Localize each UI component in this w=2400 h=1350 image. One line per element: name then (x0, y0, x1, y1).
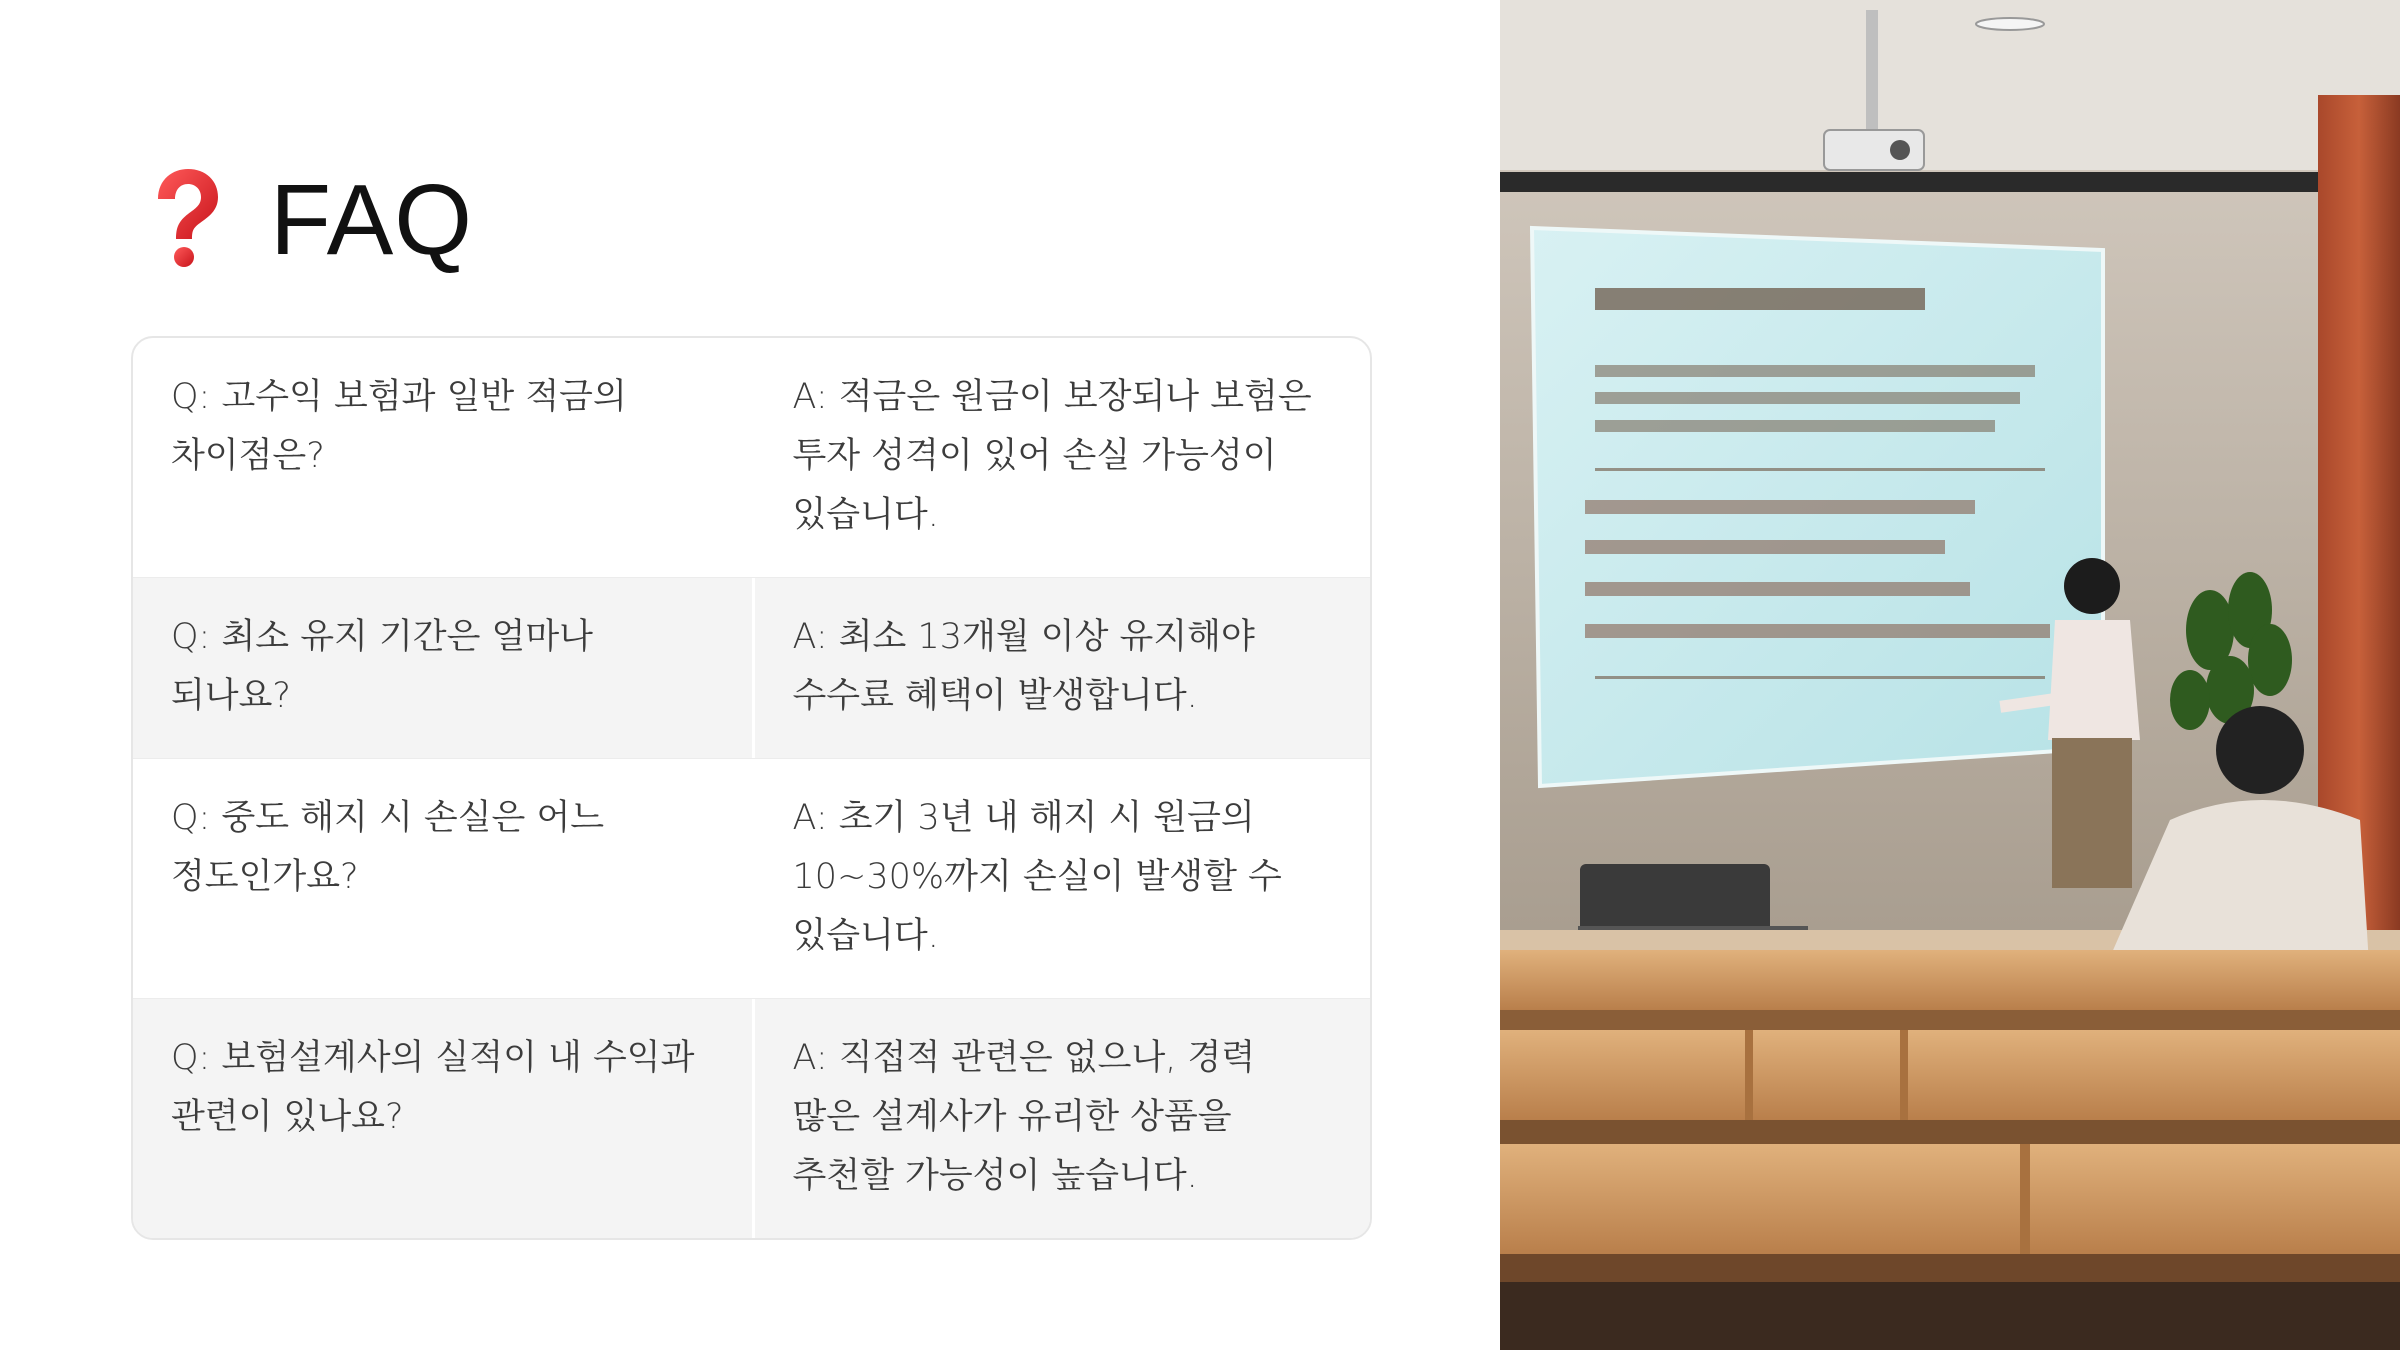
faq-table (131, 336, 1372, 1240)
table-row (133, 338, 1370, 577)
table-row (133, 998, 1370, 1238)
answer-cell: A: 직접적 관련은 없으나, 경력 많은 설계사가 유리한 상품을 추천할 가능성이 높습니다. (752, 999, 1371, 1238)
question-cell: Q: 최소 유지 기간은 얼마나 되나요? (171, 617, 593, 716)
question-cell: Q: 고수익 보험과 일반 적금의 차이점은? (171, 377, 627, 476)
table-row (133, 758, 1370, 998)
question-cell: Q: 중도 해지 시 손실은 어느 정도인가요? (171, 798, 605, 897)
lecture-hall-photo (1500, 0, 2400, 1350)
page-title: FAQ (270, 164, 474, 276)
question-cell: Q: 보험설계사의 실적이 내 수익과 관련이 있나요? (171, 1038, 695, 1137)
red-question-mark-icon (140, 165, 230, 275)
answer-cell: A: 적금은 원금이 보장되나 보험은 투자 성격이 있어 손실 가능성이 있습니다. (792, 377, 1312, 535)
answer-cell: A: 초기 3년 내 해지 시 원금의 10~30%까지 손실이 발생할 수 있습니다. (792, 798, 1282, 956)
table-row (133, 577, 1370, 758)
title-row (140, 160, 473, 280)
answer-cell: A: 최소 13개월 이상 유지해야 수수료 혜택이 발생합니다. (752, 578, 1371, 758)
